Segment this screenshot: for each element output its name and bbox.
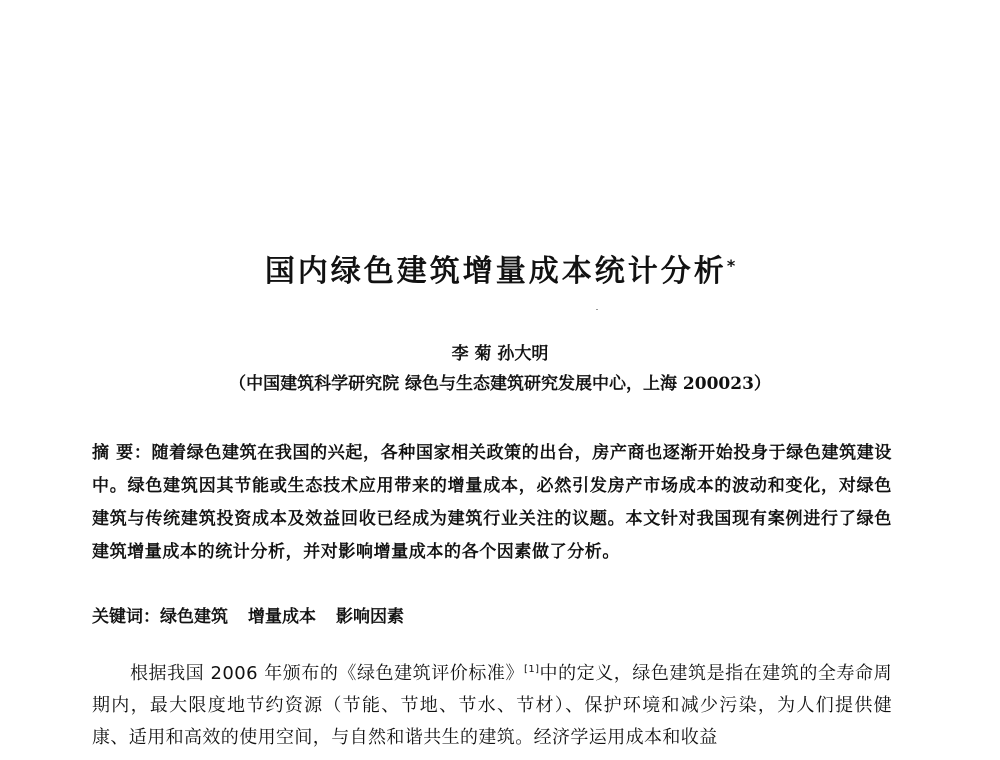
abstract — [92, 437, 892, 569]
title-underline-speck — [596, 309, 598, 310]
abstract-label: 摘 要： — [92, 443, 152, 463]
keyword-item: 增量成本 — [248, 607, 316, 627]
abstract-text: 随着绿色建筑在我国的兴起，各种国家相关政策的出台，房产商也逐渐开始投身于绿色建筑建设中。绿色建筑因其节能或生态技术应用带来的增量成本，必然引发房产市场成本的波动和变化，对绿色建筑与传统建筑投资成本及效益回收已经成为建筑行业关注的议题。本文针对我国现有案例进行了绿色建筑增量成本的统计分析，并对影响增量成本的各个因素做了分析。 — [92, 443, 892, 562]
keyword-item: 绿色建筑 — [160, 607, 228, 627]
title-footnote-mark: * — [726, 256, 736, 275]
paper-authors: 李 菊 孙大明 — [451, 344, 549, 364]
body-text-part1: 根据我国 2006 年颁布的《绿色建筑评价标准》 — [130, 663, 525, 684]
body-text-part2: 中的定义，绿色建筑是指在建筑的全寿命周期内，最大限度地节约资源（节能、节地、节水、节材）、保护环境和减少污染，为人们提供健康、适用和高效的使用空间，与自然和谐共生的建筑。经济学运用成本和收益 — [92, 663, 892, 748]
body-paragraph — [92, 658, 892, 754]
paper-title-text: 国内绿色建筑增量成本统计分析 — [264, 254, 727, 289]
citation-ref: [1] — [524, 664, 540, 675]
paper-title — [0, 252, 1000, 292]
paper-affiliation: （中国建筑科学研究院 绿色与生态建筑研究发展中心，上海 200023） — [229, 374, 771, 394]
keywords — [92, 603, 892, 631]
keywords-label: 关键词： — [92, 607, 160, 627]
keyword-item: 影响因素 — [336, 607, 404, 627]
